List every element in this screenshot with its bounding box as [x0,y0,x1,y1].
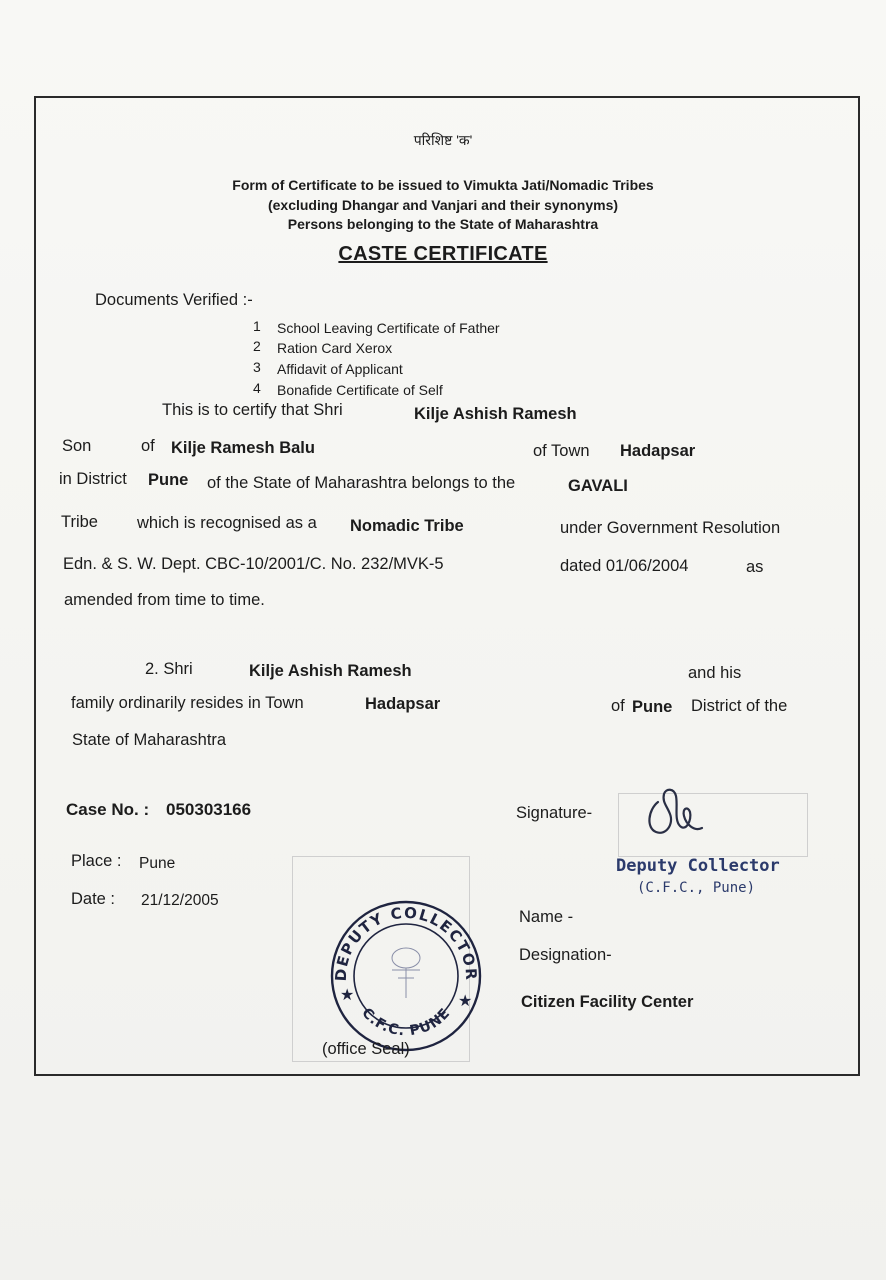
office-seal-icon [318,888,494,1058]
annexure-heading: परिशिष्ट 'क' [413,132,473,148]
case-number: 050303166 [166,800,252,819]
seal-bottom-text: C.F.C. PUNE [358,1005,454,1040]
resolution-date: dated 01/06/2004 [560,557,689,575]
seal-ring-text: DEPUTY COLLECTOR [331,903,481,982]
place-label: Place : [71,852,122,870]
para2-applicant-name: Kilje Ashish Ramesh [249,662,412,680]
case-label: Case No. : [66,800,150,819]
of-town-label: of Town [533,442,590,460]
category-name: Nomadic Tribe [350,517,464,535]
para2-state: State of Maharashtra [72,731,227,749]
date-value: 21/12/2005 [141,892,219,909]
para2-shri: 2. Shri [145,660,193,678]
doc-item: Affidavit of Applicant [277,361,403,377]
doc-num: 2 [253,338,261,354]
form-line-3: Persons belonging to the State of Maharashtra [287,216,599,232]
in-district-label: in District [59,470,127,488]
svg-text:C.F.C. PUNE [358,1005,453,1039]
place-value: Pune [139,855,176,872]
certify-text: This is to certify that Shri [162,401,343,419]
amended-text: amended from time to time. [64,591,265,609]
dept-reference: Edn. & S. W. Dept. CBC-10/2001/C. No. 232/MVK-5 [63,555,444,573]
para2-of: of [611,697,625,715]
resides-text: family ordinarily resides in Town [71,694,304,712]
son-label: Son [62,437,92,455]
certificate-title: CASTE CERTIFICATE [338,243,548,265]
as-label: as [746,558,764,576]
recognised-text: which is recognised as a [137,514,317,532]
para2-town: Hadapsar [365,695,441,713]
form-line-2: (excluding Dhangar and Vanjari and their synonyms) [267,197,619,213]
signature-label: Signature- [516,804,593,822]
doc-item: Ration Card Xerox [277,340,393,356]
and-his-text: and his [688,664,742,682]
stamp-deputy-collector: Deputy Collector [616,856,780,876]
doc-num: 3 [253,359,261,375]
district-name: Pune [148,471,189,489]
date-label: Date : [71,890,116,908]
doc-item: School Leaving Certificate of Father [277,320,500,336]
caste-name: GAVALI [568,477,628,495]
doc-num: 1 [253,318,261,334]
documents-label: Documents Verified :- [95,291,253,309]
office-seal-caption: (office Seal) [322,1040,410,1058]
state-text: of the State of Maharashtra belongs to the [207,474,516,492]
name-label: Name - [519,908,574,926]
para2-district: Pune [632,698,673,716]
of-label: of [141,437,155,455]
applicant-name: Kilje Ashish Ramesh [414,405,577,423]
stamp-cfc: (C.F.C., Pune) [637,880,756,896]
doc-item: Bonafide Certificate of Self [277,382,443,398]
signature-icon [640,780,720,840]
under-gr-text: under Government Resolution [560,519,781,537]
father-name: Kilje Ramesh Balu [171,439,315,457]
town-name: Hadapsar [620,442,696,460]
office-name: Citizen Facility Center [521,993,694,1011]
doc-num: 4 [253,380,261,396]
svg-text:★: ★ [458,991,473,1010]
designation-label: Designation- [519,946,612,964]
form-line-1: Form of Certificate to be issued to Vimukta Jati/Nomadic Tribes [232,177,654,193]
svg-text:★: ★ [340,985,355,1004]
district-of-the-text: District of the [691,697,788,715]
tribe-label: Tribe [61,513,98,531]
